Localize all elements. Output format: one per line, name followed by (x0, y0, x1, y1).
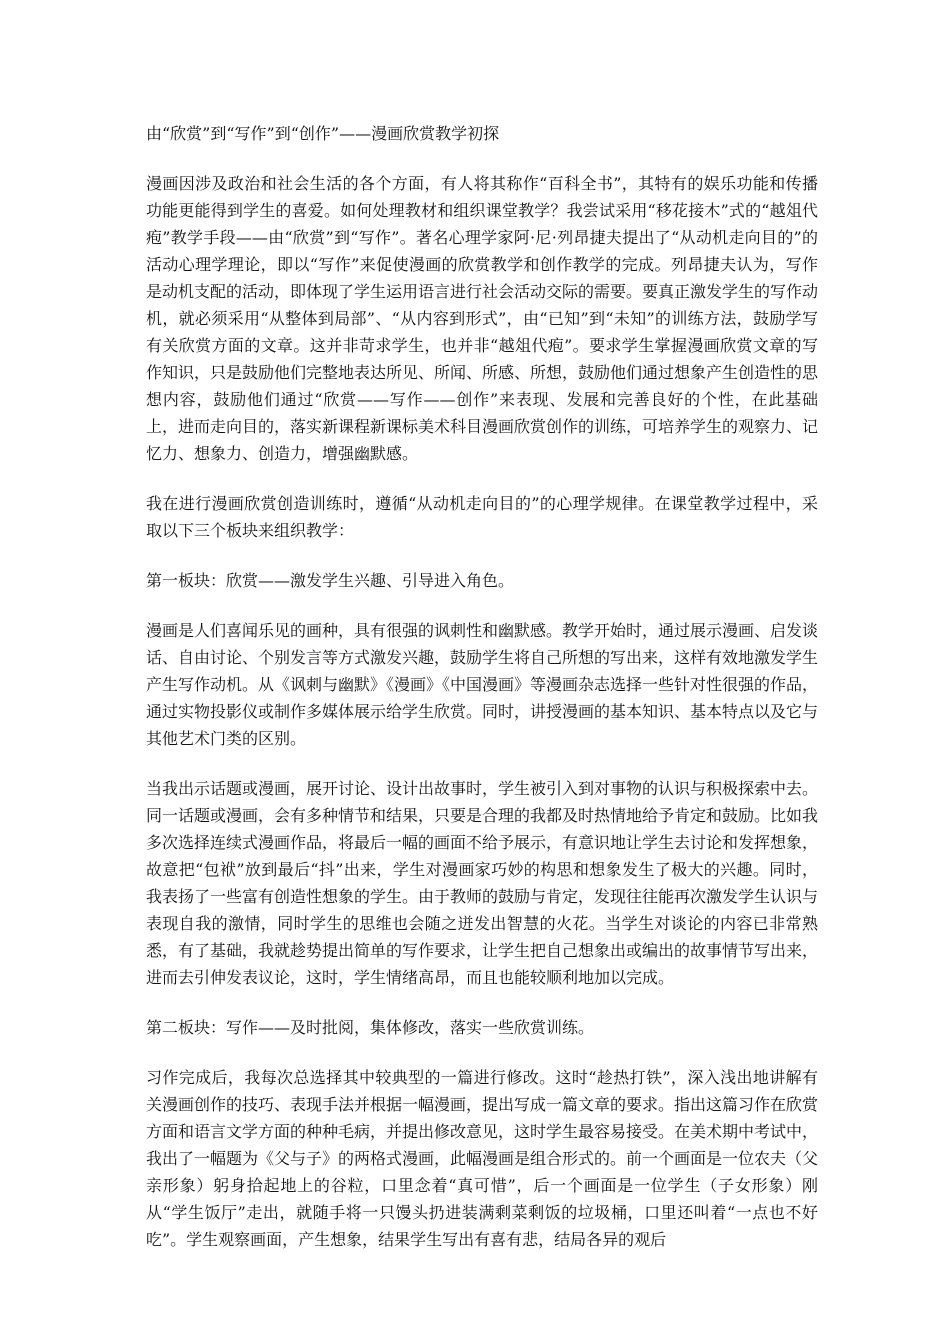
paragraph-intro: 漫画因涉及政治和社会生活的各个方面，有人将其称作“百科全书”，其特有的娱乐功能和传播功能更能得到学生的喜爱。如何处理教材和组织课堂教学？我尝试采用“移花接木”式的“越俎代疱”教学手段——由“欣赏”到“写作”。著名心理学家阿·尼·列昂捷夫提出了“从动机走向目的”的活动心理学理论，即以“写作”来促使漫画的欣赏教学和创作教学的完成。列昂捷夫认为，写作是动机支配的活动，即体现了学生运用语言进行社会活动交际的需要。要真正激发学生的写作动机，就必须采用“从整体到局部”、“从内容到形式”，由“已知”到“未知”的训练方法，鼓励学写有关欣赏方面的文章。这并非苛求学生，也并非“越俎代疱”。要求学生掌握漫画欣赏文章的写作知识，只是鼓励他们完整地表达所见、所闻、所感、所想，鼓励他们通过想象产生创造性的思想内容，鼓励他们通过“欣赏——写作——创作”来表现、发展和完善良好的个性，在此基础上，进而走向目的，落实新课程新课标美术科目漫画欣赏创作的训练，可培养学生的观察力、记忆力、想象力、创造力，增强幽默感。 (146, 174, 819, 463)
document-body (146, 120, 818, 1276)
paragraph-method: 我在进行漫画欣赏创造训练时，遵循“从动机走向目的”的心理学规律。在课堂教学过程中，采取以下三个板块来组织教学： (146, 494, 818, 540)
paragraph-section1-a: 漫画是人们喜闻乐见的画种，具有很强的讽刺性和幽默感。教学开始时，通过展示漫画、启发谈话、自由讨论、个别发言等方式激发兴趣，鼓励学生将自己所想的写出来，这样有效地激发学生产生写作动机。从《讽刺与幽默》《漫画》《中国漫画》等漫画杂志选择一些针对性很强的作品，通过实物投影仪或制作多媒体展示给学生欣赏。同时，讲授漫画的基本知识、基本特点以及它与其他艺术门类的区别。 (146, 621, 819, 748)
paragraph-section2-a: 习作完成后，我每次总选择其中较典型的一篇进行修改。这时“趁热打铁”，深入浅出地讲解有关漫画创作的技巧、表现手法并根据一幅漫画，提出写成一篇文章的要求。指出这篇习作在欣赏方面和语言文学方面的种种毛病，并提出修改意见，这时学生最容易接受。在美术期中考试中，我出了一幅题为《父与子》的两格式漫画，此幅漫画是组合形式的。前一个画面是一位农夫（父亲形象）躬身拾起地上的谷粒，口里念着“真可惜”，后一个画面是一位学生（子女形象）刚从“学生饭厅”走出，就随手将一只馒头扔进装满剩菜剩饭的垃圾桶，口里还叫着“一点也不好吃”。学生观察画面，产生想象，结果学生写出有喜有悲，结局各异的观后 (146, 1068, 819, 1249)
section-heading-2: 第二板块：写作——及时批阅，集体修改，落实一些欣赏训练。 (146, 1018, 595, 1037)
section-heading-1: 第一板块：欣赏——激发学生兴趣、引导进入角色。 (146, 571, 515, 590)
paragraph-section1-b: 当我出示话题或漫画，展开讨论、设计出故事时，学生被引入到对事物的认识与积极探索中去。同一话题或漫画，会有多种情节和结果，只要是合理的我都及时热情地给予肯定和鼓励。比如我多次选择连续式漫画作品，将最后一幅的画面不给予展示，有意识地让学生去讨论和发挥想象，故意把“包袱”放到最后“抖”出来，学生对漫画家巧妙的构思和想象发生了极大的兴趣。同时，我表扬了一些富有创造性想象的学生。由于教师的鼓励与肯定，发现往往能再次激发学生认识与表现自我的激情，同时学生的思维也会随之迸发出智慧的火花。当学生对谈论的内容已非常熟悉，有了基础，我就趁势提出简单的写作要求，让学生把自己想象出或编出的故事情节写出来，进而去引伸发表议论，这时，学生情绪高昂，而且也能较顺利地加以完成。 (146, 779, 819, 987)
document-title: 由“欣赏”到“写作”到“创作”——漫画欣赏教学初探 (146, 124, 500, 143)
